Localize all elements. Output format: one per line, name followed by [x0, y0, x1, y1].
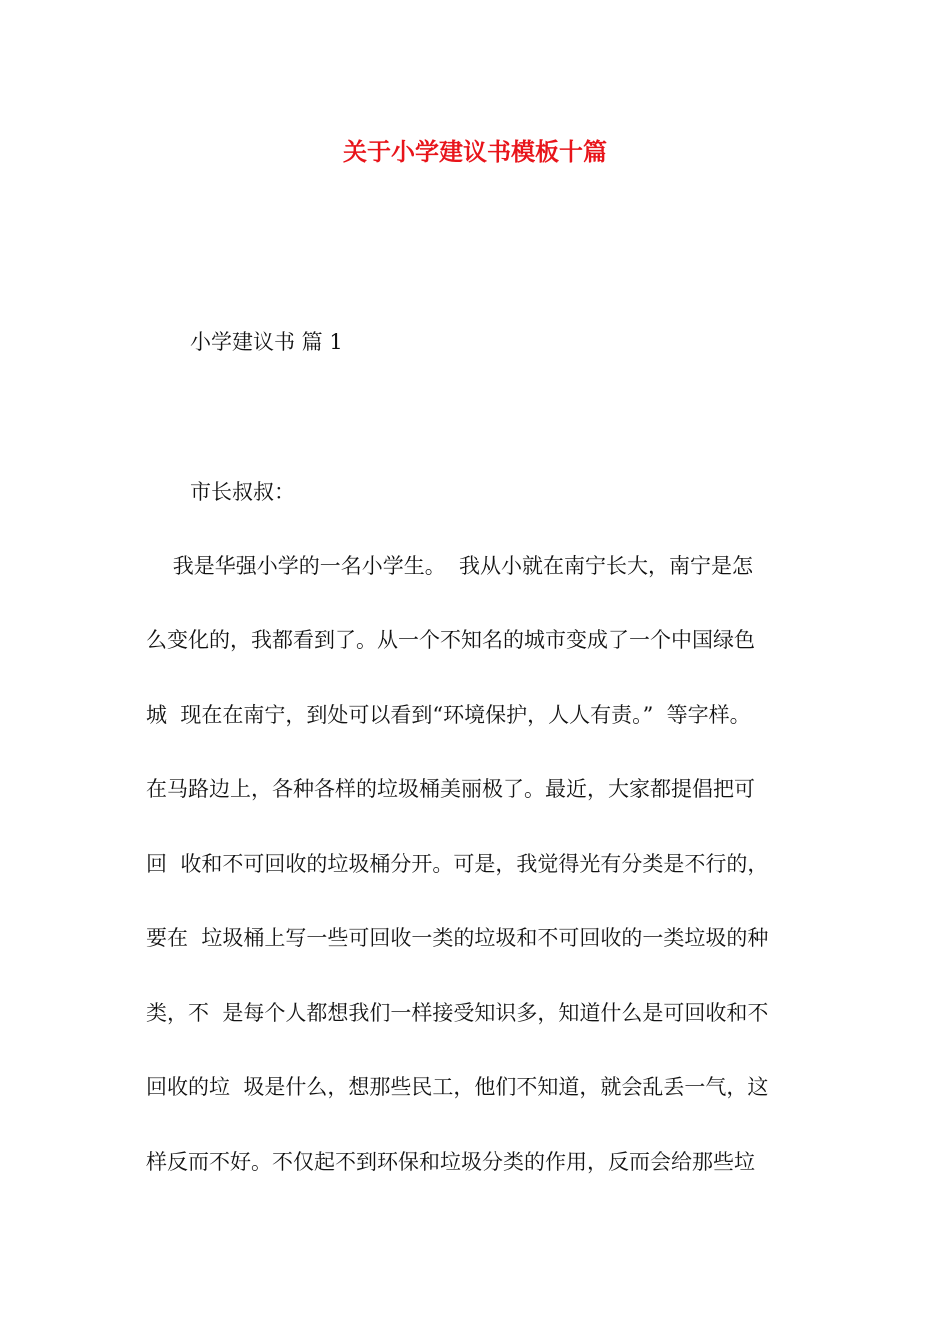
salutation: 市长叔叔：	[190, 480, 295, 504]
section-heading: 小学建议书 篇 1	[190, 330, 343, 354]
body-line-3: 城 现在在南宁，到处可以看到“环境保护，人人有责。” 等字样。	[146, 703, 751, 727]
body-line-5: 回 收和不可回收的垃圾桶分开。可是，我觉得光有分类是不行的，	[146, 852, 769, 876]
body-line-1: 我是华强小学的一名小学生。 我从小就在南宁长大，南宁是怎	[146, 554, 754, 578]
body-line-7: 类，不 是每个人都想我们一样接受知识多，知道什么是可回收和不	[146, 1001, 769, 1025]
document-title: 关于小学建议书模板十篇	[343, 137, 607, 166]
body-line-9: 样反而不好。不仅起不到环保和垃圾分类的作用，反而会给那些垃	[146, 1150, 755, 1174]
body-line-2: 么变化的，我都看到了。从一个不知名的城市变成了一个中国绿色	[146, 628, 755, 652]
body-line-4: 在马路边上，各种各样的垃圾桶美丽极了。最近，大家都提倡把可	[146, 777, 755, 801]
body-line-8: 回收的垃 圾是什么，想那些民工，他们不知道，就会乱丢一气，这	[146, 1075, 769, 1099]
body-line-6: 要在 垃圾桶上写一些可回收一类的垃圾和不可回收的一类垃圾的种	[146, 926, 769, 950]
